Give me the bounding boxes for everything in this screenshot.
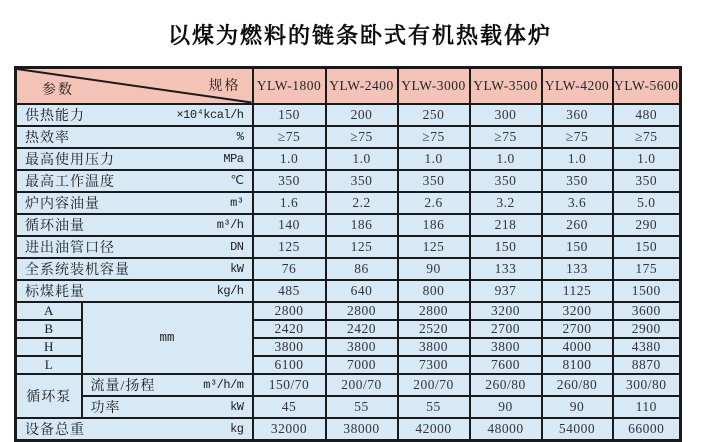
value-cell: 350: [326, 170, 398, 192]
value-cell: 175: [613, 258, 681, 280]
value-cell: 800: [398, 280, 470, 302]
value-cell: 1.0: [542, 148, 613, 170]
param-cell: [16, 258, 253, 280]
param-label: 标煤耗量: [25, 284, 85, 300]
param-cell: [16, 170, 253, 192]
param-unit: ×10⁴kcal/h: [176, 107, 244, 122]
table-row: [16, 258, 681, 280]
param-cell: [16, 192, 253, 214]
value-cell: 1.0: [613, 148, 681, 170]
value-cell: 2900: [613, 320, 681, 338]
value-cell: 200/70: [398, 374, 470, 396]
value-cell: 260: [542, 214, 613, 236]
value-cell: 3800: [398, 338, 470, 356]
value-cell: 55: [326, 396, 398, 418]
value-cell: 485: [253, 280, 326, 302]
table-row: [16, 170, 681, 192]
value-cell: 4000: [542, 338, 613, 356]
value-cell: 2800: [326, 302, 398, 320]
param-cell: [82, 396, 253, 418]
param-cell: [16, 126, 253, 148]
value-cell: 2800: [398, 302, 470, 320]
column-header-model: YLW-3000: [398, 68, 470, 104]
value-cell: 3.2: [470, 192, 542, 214]
param-unit: m³/h: [216, 217, 244, 232]
value-cell: 350: [542, 170, 613, 192]
value-cell: 7600: [470, 356, 542, 374]
pump-label: 循环泵: [16, 374, 82, 418]
value-cell: 8100: [542, 356, 613, 374]
value-cell: 45: [253, 396, 326, 418]
table-row: [16, 236, 681, 258]
value-cell: 150: [542, 236, 613, 258]
value-cell: 8870: [613, 356, 681, 374]
value-cell: 3800: [470, 338, 542, 356]
value-cell: ≥75: [253, 126, 326, 148]
param-label: 最高工作温度: [25, 174, 115, 190]
value-cell: 186: [326, 214, 398, 236]
column-header-model: YLW-5600: [613, 68, 681, 104]
value-cell: 150: [613, 236, 681, 258]
table-row: [16, 374, 681, 396]
value-cell: 186: [398, 214, 470, 236]
value-cell: 133: [542, 258, 613, 280]
param-unit: m³/h/m: [203, 377, 244, 392]
value-cell: 86: [326, 258, 398, 280]
param-unit: DN: [230, 239, 244, 254]
value-cell: 3.6: [542, 192, 613, 214]
value-cell: 2420: [253, 320, 326, 338]
value-cell: 350: [613, 170, 681, 192]
value-cell: 3200: [470, 302, 542, 320]
corner-spec-label: 规格: [208, 79, 241, 94]
value-cell: 200: [326, 104, 398, 126]
value-cell: ≥75: [542, 126, 613, 148]
param-label: 设备总重: [25, 422, 85, 438]
value-cell: 350: [253, 170, 326, 192]
table-row: [16, 148, 681, 170]
value-cell: 1.6: [253, 192, 326, 214]
value-cell: 5.0: [613, 192, 681, 214]
value-cell: 250: [398, 104, 470, 126]
value-cell: 1.0: [398, 148, 470, 170]
param-cell: [16, 418, 253, 441]
value-cell: 300/80: [613, 374, 681, 396]
value-cell: ≥75: [613, 126, 681, 148]
value-cell: 350: [470, 170, 542, 192]
value-cell: 2.2: [326, 192, 398, 214]
value-cell: 150: [253, 104, 326, 126]
value-cell: 1.0: [470, 148, 542, 170]
value-cell: 90: [542, 396, 613, 418]
value-cell: 2800: [253, 302, 326, 320]
value-cell: 2520: [398, 320, 470, 338]
param-cell: [16, 214, 253, 236]
param-cell: [16, 104, 253, 126]
value-cell: 2420: [326, 320, 398, 338]
param-label: 进出油管口径: [25, 240, 115, 256]
value-cell: 480: [613, 104, 681, 126]
table-row: [16, 214, 681, 236]
param-cell: [82, 374, 253, 396]
value-cell: 218: [470, 214, 542, 236]
value-cell: 110: [613, 396, 681, 418]
param-unit: MPa: [223, 151, 244, 166]
value-cell: 6100: [253, 356, 326, 374]
value-cell: 640: [326, 280, 398, 302]
param-unit: %: [236, 129, 244, 144]
param-label: 热效率: [25, 130, 70, 146]
value-cell: 1125: [542, 280, 613, 302]
table-row: [16, 280, 681, 302]
value-cell: 42000: [398, 418, 470, 441]
param-cell: [16, 236, 253, 258]
value-cell: 150/70: [253, 374, 326, 396]
value-cell: 150: [470, 236, 542, 258]
param-label: 最高使用压力: [25, 152, 115, 168]
value-cell: 2700: [542, 320, 613, 338]
value-cell: 3200: [542, 302, 613, 320]
value-cell: 937: [470, 280, 542, 302]
corner-param-label: 参数: [42, 82, 74, 98]
value-cell: 32000: [253, 418, 326, 441]
column-header-model: YLW-2400: [326, 68, 398, 104]
value-cell: 260/80: [470, 374, 542, 396]
table-row: [16, 418, 681, 441]
header-row: [16, 68, 681, 104]
value-cell: 3800: [253, 338, 326, 356]
value-cell: 1.0: [326, 148, 398, 170]
value-cell: 7300: [398, 356, 470, 374]
value-cell: 54000: [542, 418, 613, 441]
param-label: 炉内容油量: [25, 196, 100, 212]
value-cell: 48000: [470, 418, 542, 441]
column-header-model: YLW-3500: [470, 68, 542, 104]
value-cell: 2.6: [398, 192, 470, 214]
param-unit: kW: [230, 261, 244, 276]
value-cell: 140: [253, 214, 326, 236]
param-cell: [16, 280, 253, 302]
param-label: 功率: [90, 400, 121, 416]
dimension-label: A: [16, 302, 82, 320]
column-header-model: YLW-1800: [253, 68, 326, 104]
param-label: 供热能力: [25, 108, 85, 124]
value-cell: ≥75: [398, 126, 470, 148]
param-unit: kW: [230, 399, 244, 414]
value-cell: 3600: [613, 302, 681, 320]
corner-cell: [16, 68, 253, 104]
value-cell: 38000: [326, 418, 398, 441]
table-row: [16, 126, 681, 148]
value-cell: 125: [398, 236, 470, 258]
page-title: 以煤为燃料的链条卧式有机热载体炉: [167, 23, 552, 48]
value-cell: 66000: [613, 418, 681, 441]
value-cell: 133: [470, 258, 542, 280]
dimension-label: L: [16, 356, 82, 374]
param-cell: [16, 148, 253, 170]
value-cell: 90: [398, 258, 470, 280]
value-cell: 300: [470, 104, 542, 126]
value-cell: 2700: [470, 320, 542, 338]
spec-table: [14, 66, 682, 442]
dimension-label: H: [16, 338, 82, 356]
value-cell: 360: [542, 104, 613, 126]
value-cell: 55: [398, 396, 470, 418]
param-label: 全系统装机容量: [25, 262, 130, 278]
value-cell: 1500: [613, 280, 681, 302]
param-label: 流量/扬程: [90, 378, 156, 394]
value-cell: ≥75: [470, 126, 542, 148]
value-cell: 90: [470, 396, 542, 418]
value-cell: 4380: [613, 338, 681, 356]
table-row: [16, 192, 681, 214]
value-cell: 290: [613, 214, 681, 236]
value-cell: 200/70: [326, 374, 398, 396]
table-row: [16, 104, 681, 126]
table-row: [16, 396, 681, 418]
value-cell: 125: [326, 236, 398, 258]
param-unit: ℃: [230, 174, 244, 188]
value-cell: 7000: [326, 356, 398, 374]
dimension-label: B: [16, 320, 82, 338]
dimension-unit-cell: mm: [82, 302, 253, 374]
param-unit: kg/h: [216, 283, 244, 298]
table-row: [16, 302, 681, 320]
value-cell: 3800: [326, 338, 398, 356]
value-cell: 350: [398, 170, 470, 192]
value-cell: 76: [253, 258, 326, 280]
value-cell: 260/80: [542, 374, 613, 396]
value-cell: ≥75: [326, 126, 398, 148]
value-cell: 125: [253, 236, 326, 258]
param-label: 循环油量: [25, 218, 85, 234]
param-unit: kg: [230, 421, 244, 436]
value-cell: 1.0: [253, 148, 326, 170]
column-header-model: YLW-4200: [542, 68, 613, 104]
param-unit: m³: [230, 195, 244, 210]
